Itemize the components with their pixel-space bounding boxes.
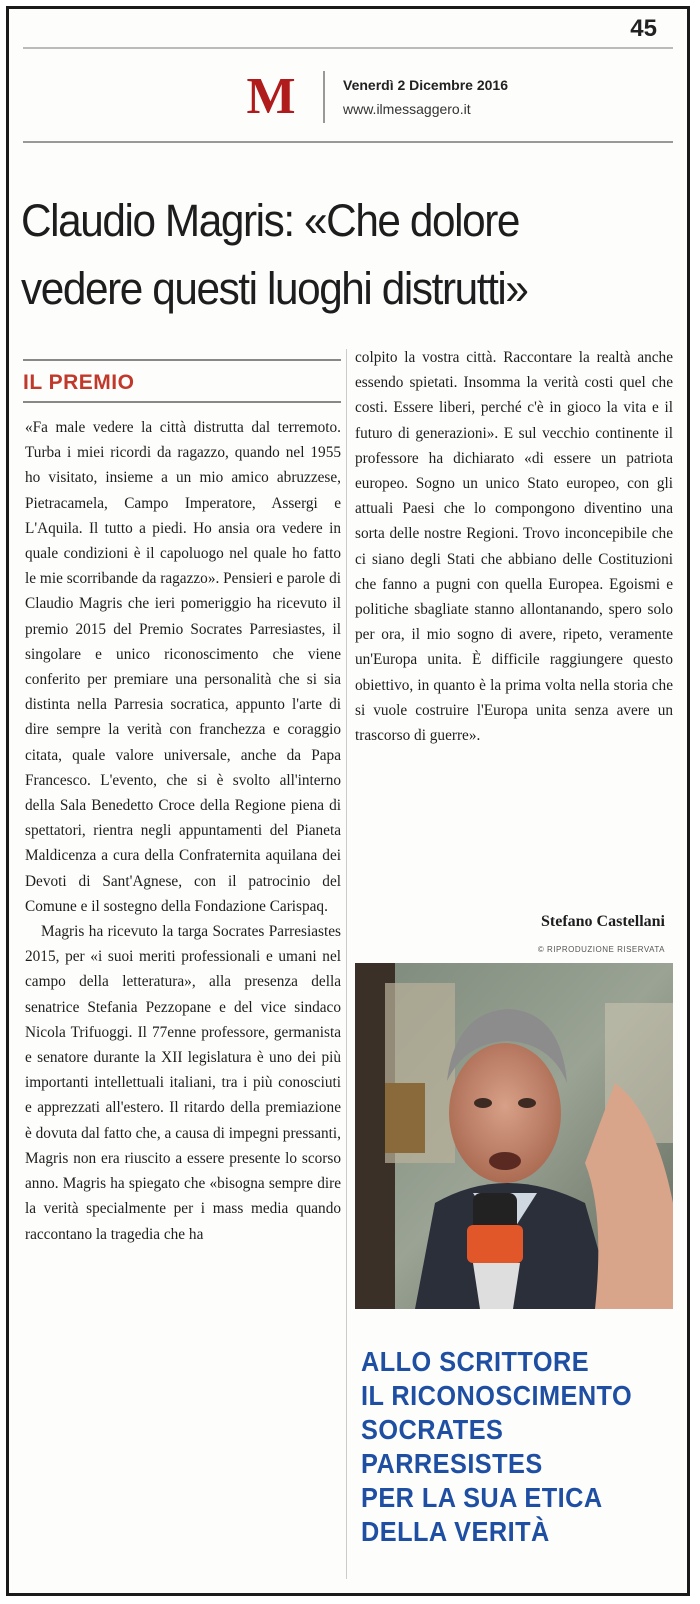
headline-line-1: Claudio Magris: «Che dolore [21,195,520,246]
newspaper-logo: M [246,68,292,125]
article-column-right [355,345,673,748]
caption-line: PER LA SUA ETICA [361,1482,603,1513]
headline-line-2: vedere questi luoghi distrutti» [21,263,528,314]
body-paragraph: colpito la vostra città. Raccontare la realtà anche essendo spietati. Insomma la verità costi quel che costi. Essere liberi, perché c'è in gioco la vita e il futuro di generazioni». E sul vecchio continente il professore ha dichiarato «di essere un patriota europeo. Sogno un unico Stato europeo, con gli attuali Paesi che lo compongono diventino una sorta delle nostre Regioni. Trovo inconcepibile che ci siano degli Stati che abbiano delle Costituzioni che fanno a pugni con quella Europea. Egoismi e politiche sbagliate stanno allontanando, spero solo per ora, il mio sogno di avere, ripeto, veramente un'Europa unita. È difficile raggiungere questo obiettivo, in quanto è la prima volta nella storia che si vuole costruire l'Europa unita senza avere un trascorso di guerre». [355,349,673,745]
masthead-info [343,73,508,121]
website-url: www.ilmessaggero.it [343,101,471,117]
caption-line: DELLA VERITÀ [361,1516,550,1547]
caption-line: IL RICONOSCIMENTO [361,1380,633,1411]
section-rule-top [23,359,341,361]
issue-date: Venerdì 2 Dicembre 2016 [343,77,508,93]
section-label: IL PREMIO [23,371,135,394]
masthead-divider [323,71,325,123]
caption-line: SOCRATES [361,1414,504,1445]
copyright-notice: © RIPRODUZIONE RISERVATA [537,945,665,954]
body-paragraph: «Fa male vedere la città distrutta dal terremoto. Turba i miei ricordi da ragazzo, quando nel 1955 ho visitato, insieme a un mio amico abruzzese, Pietracamela, Campo Imperatore, Assergi e L'Aquila. Il tutto a piedi. Ho ansia ora vedere in quale condizioni è il capoluogo nel quale ho fatto le mie scorribande da ragazzo». Pensieri e parole di Claudio Magris che ieri pomeriggio ha ricevuto il premio 2015 del Premio Socrates Parresiastes, il singolare e unico riconoscimento che viene conferito per premiare una personalità che si sia distinta nella Parresia socratica, appunto l'arte di dire sempre la verità con franchezza e coraggio citata, quale valore universale, anche da Papa Francesco. L'evento, che si è svolto all'interno della Sala Benedetto Croce della Regione piena di spettatori, rientra negli appuntamenti del Pianeta Maldicenza a cura della Confraternita aquilana dei Devoti di Sant'Agnese, con il patrocinio del Comune e il sostegno della Fondazione Carispaq. [25,419,341,915]
author-byline: Stefano Castellani [541,913,665,930]
article-column-left [25,415,341,1247]
section-rule-bottom [23,401,341,403]
article-headline [21,187,641,323]
photo-portrait-image [355,963,673,1309]
page-number: 45 [630,15,657,42]
caption-line: PARRESISTES [361,1448,543,1479]
photo-caption [361,1345,632,1549]
masthead [237,65,508,129]
top-rule [23,47,673,49]
article-photo [355,963,673,1309]
column-divider [346,349,347,1579]
header-rule [23,141,673,143]
caption-line: ALLO SCRITTORE [361,1346,590,1377]
newspaper-page [6,6,690,1596]
body-paragraph: Magris ha ricevuto la targa Socrates Parresiastes 2015, per «i suoi meriti professionali e umani nel campo della letteratura», alla presenza della senatrice Stefania Pezzopane e del vice sindaco Nicola Trifuoggi. Il 77enne professore, germanista e senatore durante la XII legislatura è uno dei più importanti intellettuali italiani, tra i più conosciuti e apprezzati all'estero. Il ritardo della premiazione è dovuta dal fatto che, a causa di impegni pressanti, Magris non era riuscito a essere presente lo scorso anno. Magris ha spiegato che «bisogna sempre dire la verità specialmente per i mass media quando raccontano la tragedia che ha [25,923,341,1243]
